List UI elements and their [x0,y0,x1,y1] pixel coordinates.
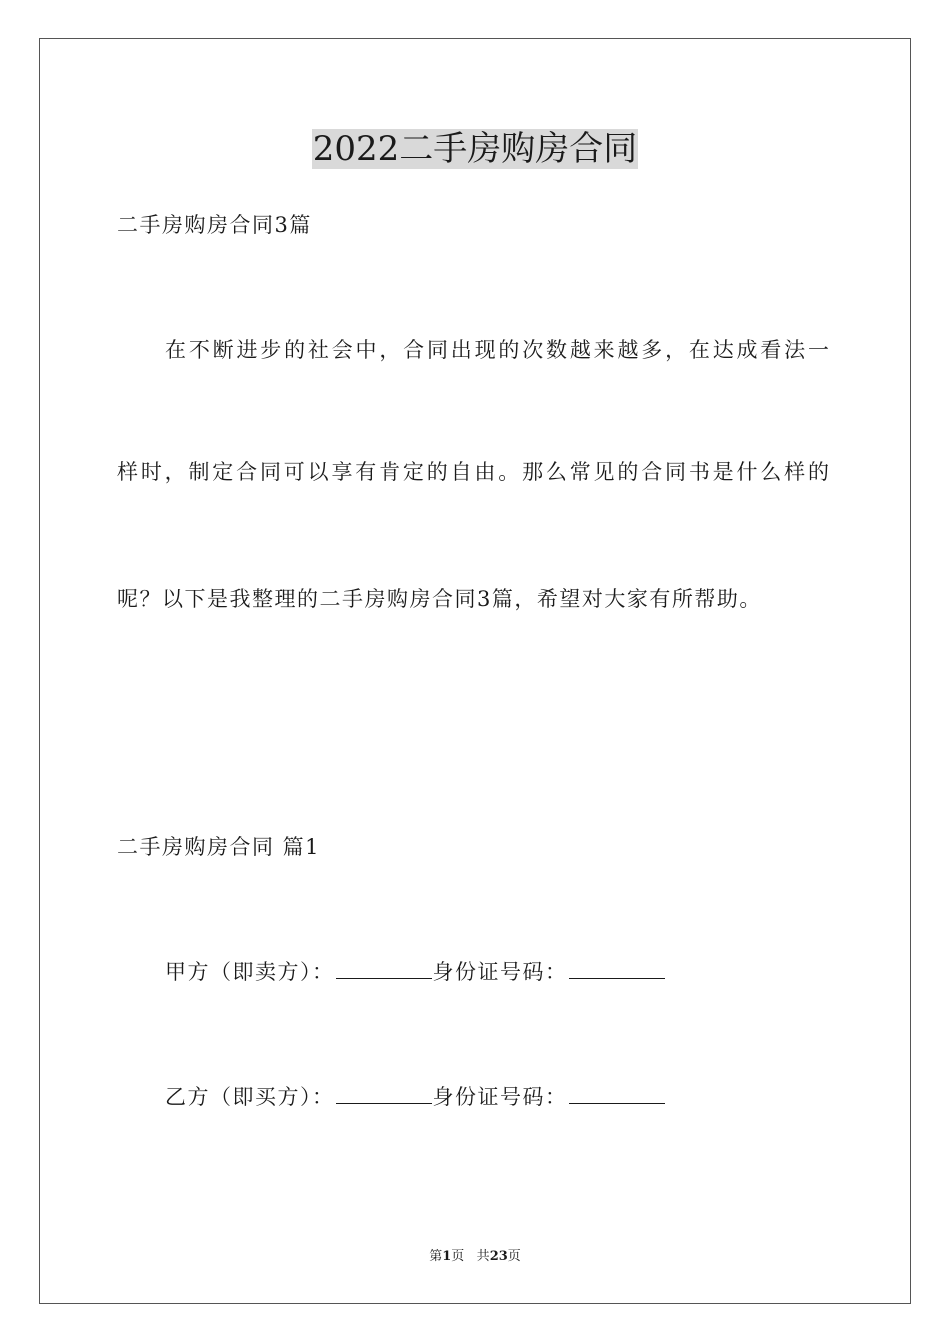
page-number: 1 [442,1249,452,1264]
document-subtitle: 二手房购房合同3篇 [117,213,312,237]
total-pages: 23 [489,1249,508,1264]
party-a-label: 甲方（即卖方）： [165,960,335,984]
total-unit: 页 [507,1249,521,1264]
intro-paragraph-line-1: 在不断进步的社会中，合同出现的次数越来越多，在达成看法一 [165,338,829,362]
section-heading: 二手房购房合同 篇1 [117,835,321,859]
party-b-label: 乙方（即买方）： [165,1085,335,1109]
document-title [0,127,950,171]
party-b-name-blank[interactable] [336,1085,432,1104]
page-footer [0,1248,950,1266]
party-b-id-blank[interactable] [569,1085,665,1104]
party-b-id-label: 身份证号码： [432,1085,568,1109]
document-title-text: 2022二手房购房合同 [312,129,638,169]
page-prefix: 第 [429,1249,443,1264]
party-a-id-label: 身份证号码： [432,960,568,984]
party-a-name-blank[interactable] [336,960,432,979]
intro-paragraph-line-3: 呢？以下是我整理的二手房购房合同3篇，希望对大家有所帮助。 [117,587,762,611]
party-a-id-blank[interactable] [569,960,665,979]
intro-paragraph-line-2: 样时，制定合同可以享有肯定的自由。那么常见的合同书是什么样的 [117,460,829,484]
total-prefix: 共 [476,1249,490,1264]
page-unit: 页 [451,1249,465,1264]
party-a-row [165,957,666,987]
party-b-row [165,1082,666,1112]
